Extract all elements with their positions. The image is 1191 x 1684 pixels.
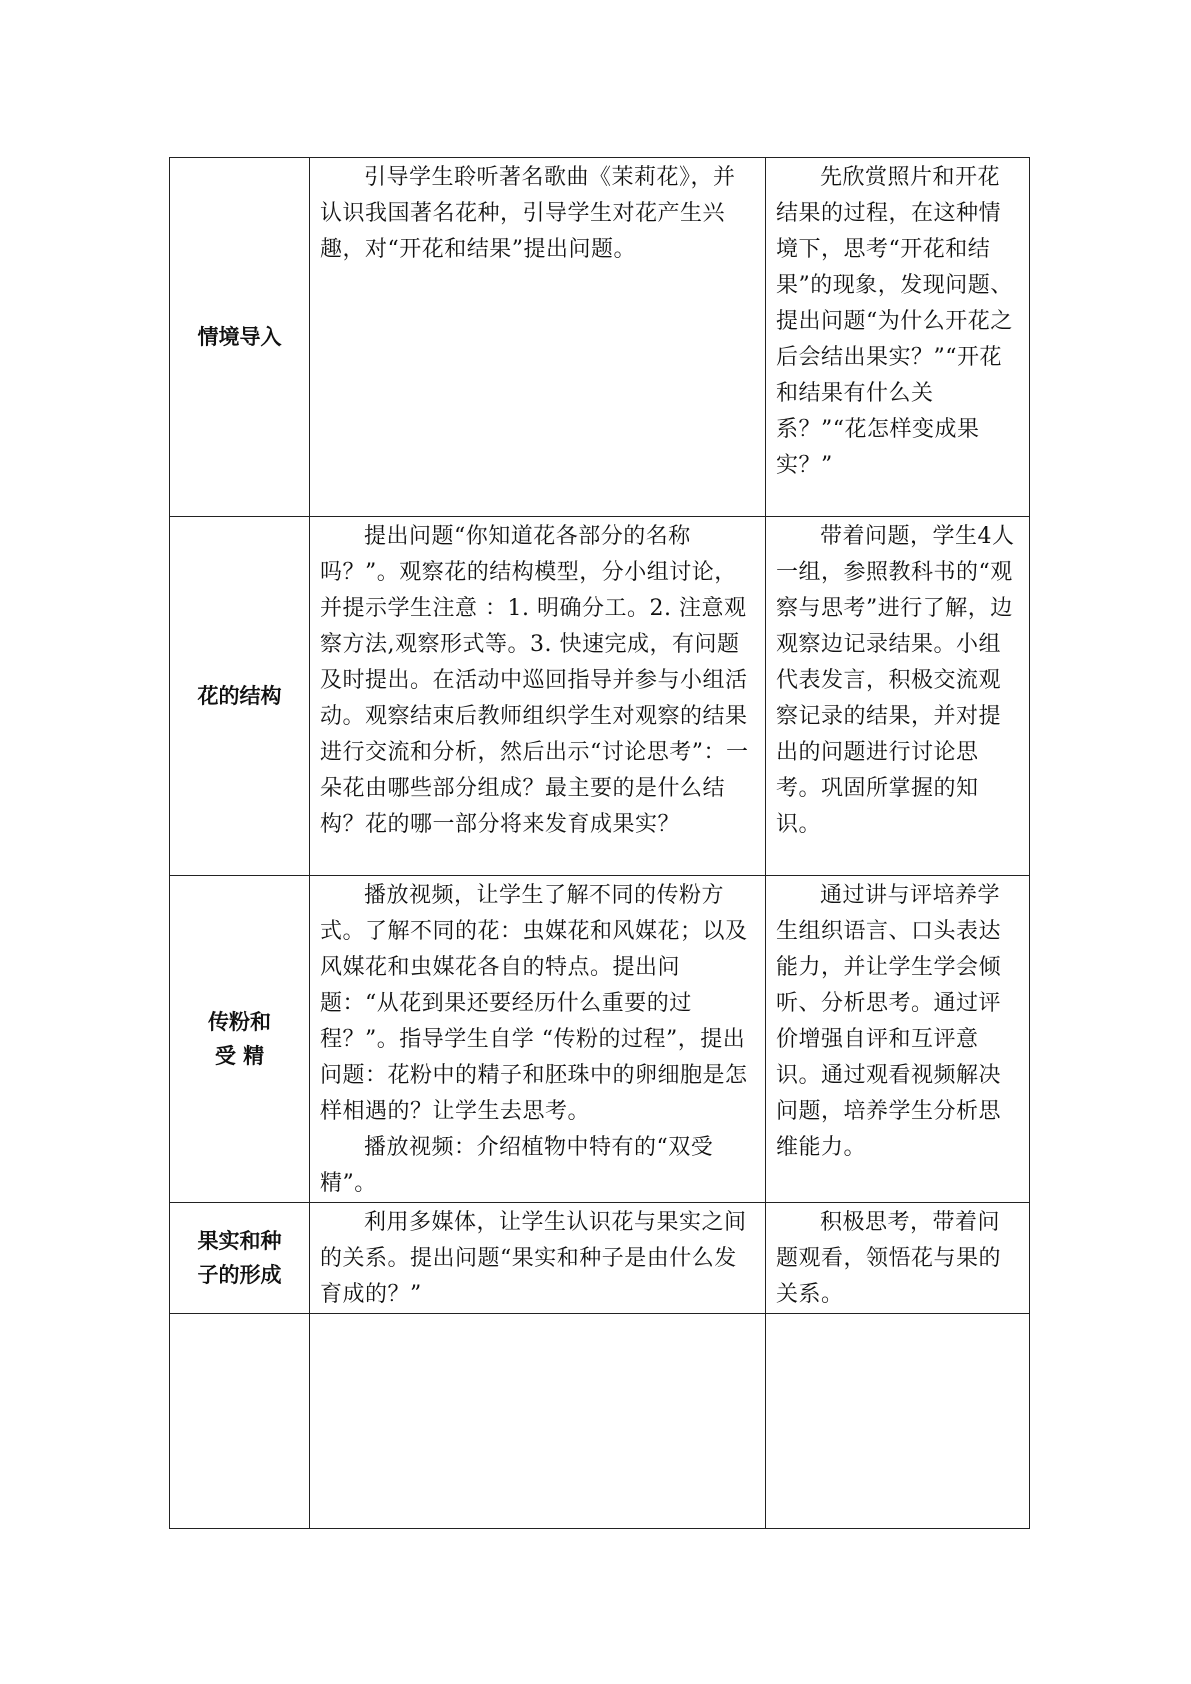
stage-cell [170,1203,310,1314]
teacher-activity-text: 播放视频：介绍植物中特有的“双受精”。 [320,1135,714,1196]
teacher-activity-text: 引导学生聆听著名歌曲《茉莉花》，并认识我国著名花种，引导学生对花产生兴趣，对“开花和结果”提出问题。 [320,165,736,262]
stage-label: 传粉和 受 精 [208,1010,271,1068]
stage-cell [170,158,310,517]
stage-label: 情境导入 [197,325,282,349]
teacher-activity-cell [310,158,766,517]
student-activity-text: 通过讲与评培养学生组织语言、口头表达能力，并让学生学会倾听、分析思考。通过评价增强自评和互评意识。通过观看视频解决问题，培养学生分析思维能力。 [776,883,1002,1160]
lesson-plan-table [169,157,1030,1529]
student-activity-text: 带着问题，学生4人一组，参照教科书的“观察与思考”进行了解，边观察边记录结果。小组代表发言，积极交流观察记录的结果，并对提出的问题进行讨论思考。巩固所掌握的知识。 [776,524,1015,837]
student-activity-cell [766,1314,1030,1529]
table-row [170,517,1030,876]
student-activity-cell [766,517,1030,876]
student-activity-text: 先欣赏照片和开花结果的过程，在这种情境下，思考“开花和结果”的现象，发现问题、提出问题“为什么开花之后会结出果实？”“开花和结果有什么关系？”“花怎样变成果实？” [776,165,1013,478]
stage-cell [170,517,310,876]
stage-cell [170,1314,310,1529]
teacher-activity-cell [310,1314,766,1529]
student-activity-cell [766,1203,1030,1314]
teacher-activity-cell [310,876,766,1203]
stage-label: 果实和种 子的形成 [197,1229,282,1287]
student-activity-cell [766,158,1030,517]
table-row [170,1203,1030,1314]
teacher-activity-cell [310,517,766,876]
student-activity-cell [766,876,1030,1203]
table-row [170,158,1030,517]
teacher-activity-text: 利用多媒体，让学生认识花与果实之间的关系。提出问题“果实和种子是由什么发育成的？” [320,1210,747,1307]
teacher-activity-text: 播放视频，让学生了解不同的传粉方式。了解不同的花：虫媒花和风媒花；以及风媒花和虫媒花各自的特点。提出问题：“从花到果还要经历什么重要的过程？”。指导学生自学 “传粉的过程”，提出问题：花粉中的精子和胚珠中的卵细胞是怎样相遇的？让学生去思考。 [320,883,748,1124]
stage-cell [170,876,310,1203]
teacher-activity-cell [310,1203,766,1314]
table-row [170,1314,1030,1529]
teacher-activity-text: 提出问题“你知道花各部分的名称吗？”。观察花的结构模型，分小组讨论，并提示学生注意 ：1. 明确分工。2. 注意观察方法,观察形式等。3. 快速完成，有问题及时提出。在活动中巡回指导并参与小组活动。观察结束后教师组织学生对观察的结果进行交流和分析，然后出示“讨论思考”：一朵花由哪些部分组成？最主要的是什么结构？花的哪一部分将来发育成果实？ [320,524,749,837]
student-activity-text: 积极思考，带着问题观看，领悟花与果的关系。 [776,1210,1002,1307]
stage-label: 花的结构 [197,684,282,708]
table-row [170,876,1030,1203]
